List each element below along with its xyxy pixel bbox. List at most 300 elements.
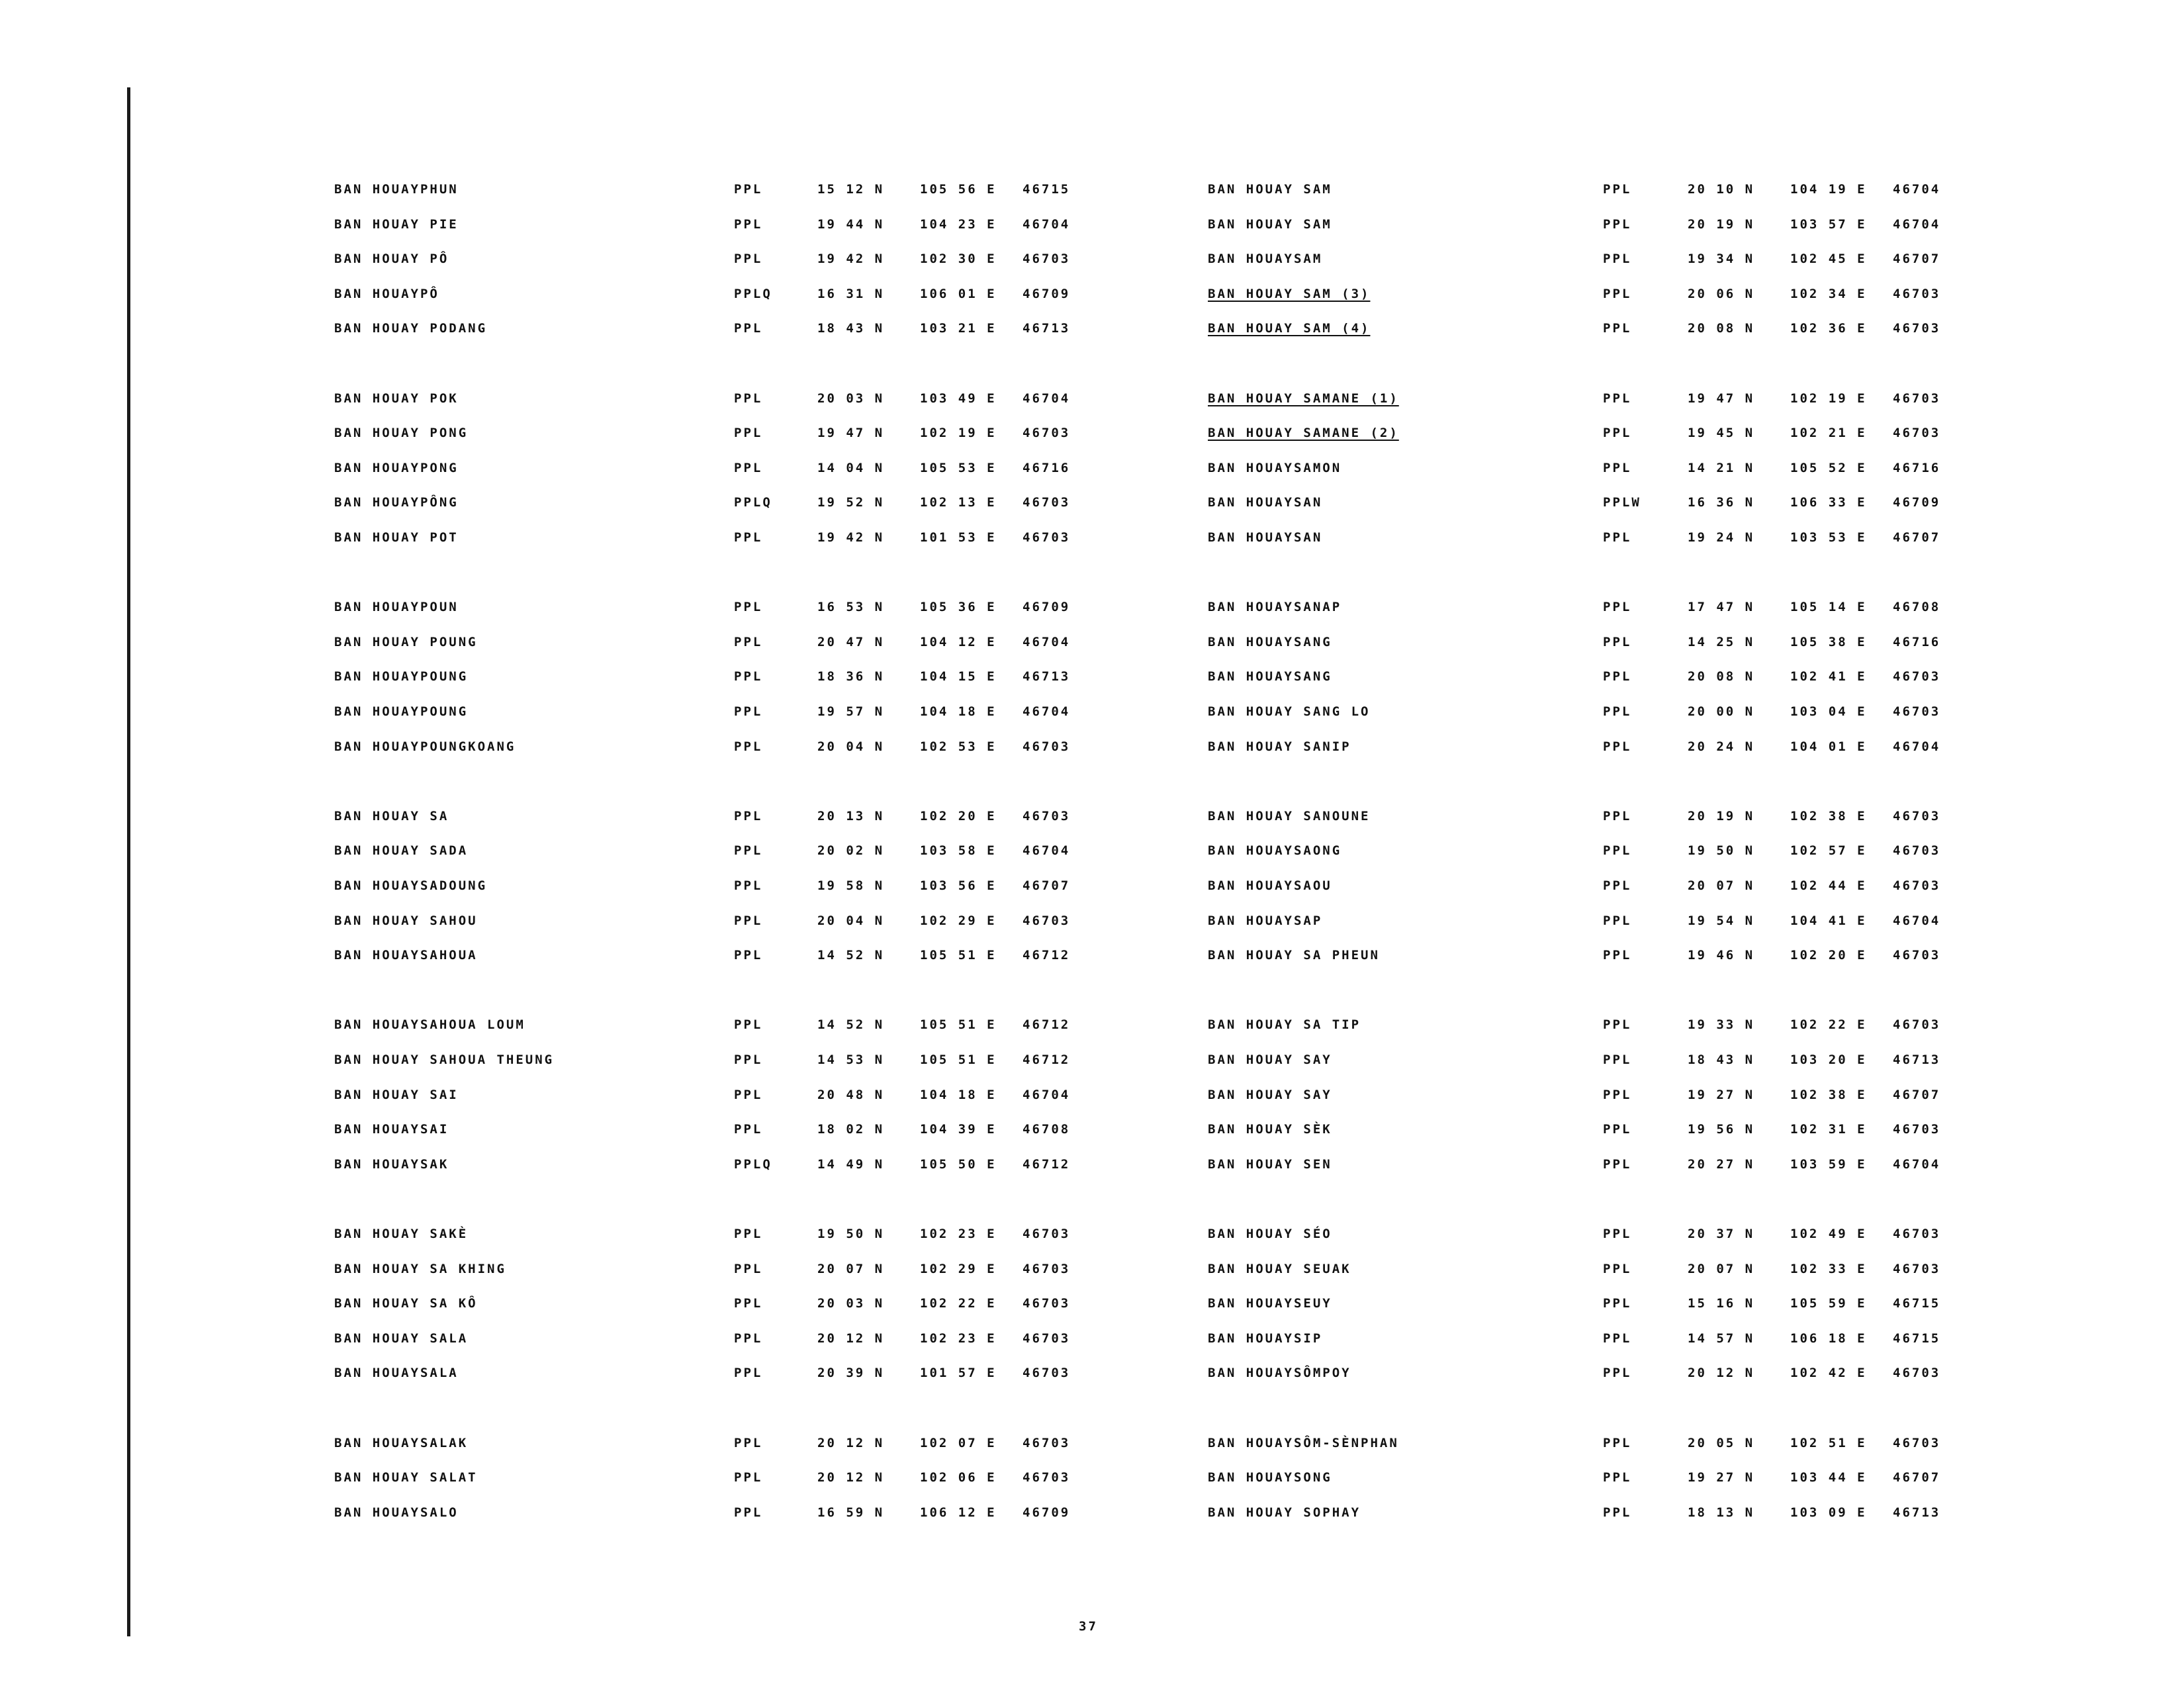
map-sheet-number: 46703 (1023, 1435, 1071, 1450)
margin-rule (127, 87, 130, 1636)
latitude: 20 07 N (1688, 878, 1755, 893)
place-name: BAN HOUAYSAHOUA (334, 948, 478, 963)
feature-designation: PPL (734, 948, 763, 963)
map-sheet-number: 46703 (1893, 426, 1941, 441)
feature-designation: PPL (734, 878, 763, 893)
place-name: BAN HOUAY SÉO (1208, 1227, 1332, 1241)
map-sheet-number: 46715 (1893, 1331, 1941, 1346)
place-name: BAN HOUAY SA TIP (1208, 1017, 1361, 1033)
latitude: 20 37 N (1688, 1227, 1755, 1241)
latitude: 20 06 N (1688, 286, 1755, 301)
place-name: BAN HOUAYSAONG (1208, 843, 1342, 859)
longitude: 103 56 E (920, 878, 997, 893)
feature-designation: PPL (1603, 1505, 1632, 1520)
longitude: 102 29 E (920, 913, 997, 928)
place-name: BAN HOUAYSAI (334, 1122, 449, 1137)
longitude: 106 01 E (920, 286, 997, 301)
feature-designation: PPL (734, 600, 763, 615)
feature-designation: PPL (1603, 1122, 1632, 1137)
place-name: BAN HOUAYSONG (1208, 1470, 1332, 1485)
map-sheet-number: 46716 (1893, 460, 1941, 475)
latitude: 19 56 N (1688, 1122, 1755, 1137)
feature-designation: PPL (1603, 913, 1632, 928)
map-sheet-number: 46709 (1023, 600, 1071, 615)
latitude: 15 16 N (1688, 1296, 1755, 1311)
feature-designation: PPL (734, 182, 763, 197)
longitude: 102 57 E (1790, 843, 1867, 859)
longitude: 104 23 E (920, 216, 997, 232)
latitude: 20 03 N (817, 1296, 885, 1311)
map-sheet-number: 46703 (1023, 1470, 1071, 1485)
feature-designation: PPL (734, 1435, 763, 1450)
longitude: 102 30 E (920, 252, 997, 267)
place-name: BAN HOUAYSAP (1208, 913, 1323, 928)
map-sheet-number: 46707 (1023, 878, 1071, 893)
latitude: 20 19 N (1688, 216, 1755, 232)
longitude: 102 21 E (1790, 426, 1867, 441)
latitude: 19 27 N (1688, 1470, 1755, 1485)
longitude: 102 13 E (920, 495, 997, 510)
latitude: 19 42 N (817, 252, 885, 267)
longitude: 104 18 E (920, 704, 997, 719)
feature-designation: PPL (734, 426, 763, 441)
longitude: 104 41 E (1790, 913, 1867, 928)
latitude: 14 53 N (817, 1053, 885, 1067)
longitude: 103 09 E (1790, 1505, 1867, 1520)
latitude: 19 34 N (1688, 252, 1755, 267)
longitude: 103 44 E (1790, 1470, 1867, 1485)
map-sheet-number: 46709 (1023, 286, 1071, 301)
map-sheet-number: 46704 (1893, 739, 1941, 754)
map-sheet-number: 46704 (1893, 1156, 1941, 1172)
map-sheet-number: 46703 (1893, 948, 1941, 963)
feature-designation: PPL (734, 216, 763, 232)
latitude: 19 46 N (1688, 948, 1755, 963)
map-sheet-number: 46709 (1023, 1505, 1071, 1520)
place-name: BAN HOUAYSIP (1208, 1331, 1323, 1346)
place-name: BAN HOUAYSADOUNG (334, 878, 488, 893)
place-name: BAN HOUAY SAM (4) (1208, 321, 1371, 336)
place-name: BAN HOUAY POK (334, 391, 459, 406)
place-name: BAN HOUAYPÔNG (334, 495, 459, 510)
longitude: 103 20 E (1790, 1053, 1867, 1067)
latitude: 20 04 N (817, 739, 885, 754)
place-name: BAN HOUAYPOUNG (334, 704, 469, 719)
latitude: 20 08 N (1688, 669, 1755, 684)
place-name: BAN HOUAY SALAT (334, 1470, 478, 1485)
map-sheet-number: 46707 (1893, 530, 1941, 545)
longitude: 105 51 E (920, 948, 997, 963)
latitude: 20 07 N (817, 1261, 885, 1276)
map-sheet-number: 46704 (1893, 913, 1941, 928)
place-name: BAN HOUAYSAHOUA LOUM (334, 1017, 525, 1033)
longitude: 103 49 E (920, 391, 997, 406)
longitude: 104 18 E (920, 1087, 997, 1102)
longitude: 106 33 E (1790, 495, 1867, 510)
longitude: 102 20 E (920, 808, 997, 823)
map-sheet-number: 46712 (1023, 1053, 1071, 1067)
longitude: 104 12 E (920, 634, 997, 649)
map-sheet-number: 46712 (1023, 1017, 1071, 1033)
longitude: 102 22 E (920, 1296, 997, 1311)
longitude: 105 59 E (1790, 1296, 1867, 1311)
feature-designation: PPLQ (734, 286, 772, 301)
feature-designation: PPLQ (734, 1156, 772, 1172)
latitude: 18 13 N (1688, 1505, 1755, 1520)
place-name: BAN HOUAYSALA (334, 1366, 459, 1381)
latitude: 19 47 N (1688, 391, 1755, 406)
longitude: 105 51 E (920, 1053, 997, 1067)
feature-designation: PPL (1603, 530, 1632, 545)
latitude: 20 04 N (817, 913, 885, 928)
latitude: 20 39 N (817, 1366, 885, 1381)
longitude: 102 38 E (1790, 808, 1867, 823)
map-sheet-number: 46703 (1893, 286, 1941, 301)
longitude: 102 20 E (1790, 948, 1867, 963)
latitude: 20 07 N (1688, 1261, 1755, 1276)
latitude: 20 00 N (1688, 704, 1755, 719)
place-name: BAN HOUAY POUNG (334, 634, 478, 649)
feature-designation: PPL (734, 1505, 763, 1520)
latitude: 16 59 N (817, 1505, 885, 1520)
feature-designation: PPL (1603, 634, 1632, 649)
longitude: 106 12 E (920, 1505, 997, 1520)
place-name: BAN HOUAY SAKÈ (334, 1227, 469, 1241)
place-name: BAN HOUAY POT (334, 530, 459, 545)
place-name: BAN HOUAYSAN (1208, 495, 1323, 510)
latitude: 20 47 N (817, 634, 885, 649)
place-name: BAN HOUAY SAMANE (1) (1208, 391, 1399, 406)
latitude: 14 25 N (1688, 634, 1755, 649)
longitude: 102 41 E (1790, 669, 1867, 684)
longitude: 101 57 E (920, 1366, 997, 1381)
feature-designation: PPL (734, 1017, 763, 1033)
longitude: 102 29 E (920, 1261, 997, 1276)
latitude: 19 58 N (817, 878, 885, 893)
place-name: BAN HOUAY SANIP (1208, 739, 1351, 754)
map-sheet-number: 46704 (1893, 216, 1941, 232)
latitude: 20 08 N (1688, 321, 1755, 336)
longitude: 102 19 E (920, 426, 997, 441)
feature-designation: PPL (1603, 843, 1632, 859)
place-name: BAN HOUAY SANG LO (1208, 704, 1371, 719)
map-sheet-number: 46703 (1023, 1261, 1071, 1276)
place-name: BAN HOUAY SOPHAY (1208, 1505, 1361, 1520)
longitude: 103 53 E (1790, 530, 1867, 545)
feature-designation: PPL (1603, 878, 1632, 893)
longitude: 102 31 E (1790, 1122, 1867, 1137)
map-sheet-number: 46703 (1893, 704, 1941, 719)
map-sheet-number: 46709 (1893, 495, 1941, 510)
place-name: BAN HOUAY SEUAK (1208, 1261, 1351, 1276)
place-name: BAN HOUAY SÈK (1208, 1122, 1332, 1137)
place-name: BAN HOUAY SAMANE (2) (1208, 426, 1399, 441)
map-sheet-number: 46703 (1023, 1296, 1071, 1311)
map-sheet-number: 46703 (1023, 530, 1071, 545)
map-sheet-number: 46713 (1893, 1505, 1941, 1520)
feature-designation: PPL (1603, 1156, 1632, 1172)
longitude: 103 57 E (1790, 216, 1867, 232)
place-name: BAN HOUAY SEN (1208, 1156, 1332, 1172)
map-sheet-number: 46703 (1023, 1366, 1071, 1381)
feature-designation: PPL (1603, 1435, 1632, 1450)
latitude: 19 44 N (817, 216, 885, 232)
longitude: 102 23 E (920, 1331, 997, 1346)
latitude: 20 13 N (817, 808, 885, 823)
longitude: 102 22 E (1790, 1017, 1867, 1033)
longitude: 103 04 E (1790, 704, 1867, 719)
longitude: 102 36 E (1790, 321, 1867, 336)
feature-designation: PPL (1603, 1087, 1632, 1102)
place-name: BAN HOUAY SAM (1208, 216, 1332, 232)
longitude: 104 15 E (920, 669, 997, 684)
latitude: 20 03 N (817, 391, 885, 406)
map-sheet-number: 46712 (1023, 948, 1071, 963)
feature-designation: PPL (734, 843, 763, 859)
map-sheet-number: 46715 (1023, 182, 1071, 197)
feature-designation: PPL (734, 1087, 763, 1102)
feature-designation: PPL (1603, 216, 1632, 232)
map-sheet-number: 46708 (1893, 600, 1941, 615)
feature-designation: PPL (734, 808, 763, 823)
latitude: 14 57 N (1688, 1331, 1755, 1346)
map-sheet-number: 46712 (1023, 1156, 1071, 1172)
feature-designation: PPL (734, 913, 763, 928)
longitude: 104 39 E (920, 1122, 997, 1137)
place-name: BAN HOUAY SAM (1208, 182, 1332, 197)
latitude: 20 12 N (1688, 1366, 1755, 1381)
map-sheet-number: 46704 (1023, 843, 1071, 859)
place-name: BAN HOUAYSÔMPOY (1208, 1366, 1351, 1381)
longitude: 103 58 E (920, 843, 997, 859)
latitude: 20 02 N (817, 843, 885, 859)
place-name: BAN HOUAYSÔM-SÈNPHAN (1208, 1435, 1399, 1450)
latitude: 20 12 N (817, 1331, 885, 1346)
place-name: BAN HOUAYSAN (1208, 530, 1323, 545)
longitude: 102 38 E (1790, 1087, 1867, 1102)
map-sheet-number: 46703 (1893, 1435, 1941, 1450)
map-sheet-number: 46703 (1893, 1017, 1941, 1033)
feature-designation: PPL (1603, 460, 1632, 475)
feature-designation: PPL (734, 252, 763, 267)
feature-designation: PPLQ (734, 495, 772, 510)
place-name: BAN HOUAY PÔ (334, 252, 449, 267)
feature-designation: PPL (734, 634, 763, 649)
longitude: 103 21 E (920, 321, 997, 336)
latitude: 19 24 N (1688, 530, 1755, 545)
longitude: 106 18 E (1790, 1331, 1867, 1346)
latitude: 19 47 N (817, 426, 885, 441)
feature-designation: PPL (1603, 704, 1632, 719)
feature-designation: PPL (1603, 1470, 1632, 1485)
place-name: BAN HOUAYSANAP (1208, 600, 1342, 615)
longitude: 102 45 E (1790, 252, 1867, 267)
place-name: BAN HOUAYPOUN (334, 600, 459, 615)
map-sheet-number: 46703 (1893, 1122, 1941, 1137)
latitude: 16 31 N (817, 286, 885, 301)
feature-designation: PPL (1603, 669, 1632, 684)
feature-designation: PPL (734, 1470, 763, 1485)
map-sheet-number: 46703 (1023, 1227, 1071, 1241)
latitude: 20 27 N (1688, 1156, 1755, 1172)
map-sheet-number: 46703 (1023, 1331, 1071, 1346)
latitude: 14 04 N (817, 460, 885, 475)
longitude: 104 01 E (1790, 739, 1867, 754)
map-sheet-number: 46703 (1893, 1366, 1941, 1381)
feature-designation: PPL (1603, 1261, 1632, 1276)
map-sheet-number: 46704 (1023, 216, 1071, 232)
place-name: BAN HOUAY PODANG (334, 321, 488, 336)
map-sheet-number: 46703 (1893, 808, 1941, 823)
feature-designation: PPL (1603, 1017, 1632, 1033)
map-sheet-number: 46703 (1893, 878, 1941, 893)
feature-designation: PPL (734, 1366, 763, 1381)
latitude: 19 50 N (1688, 843, 1755, 859)
map-sheet-number: 46716 (1023, 460, 1071, 475)
longitude: 102 23 E (920, 1227, 997, 1241)
place-name: BAN HOUAY SAY (1208, 1087, 1332, 1102)
feature-designation: PPL (734, 1227, 763, 1241)
place-name: BAN HOUAYPONG (334, 460, 459, 475)
map-sheet-number: 46703 (1893, 321, 1941, 336)
feature-designation: PPL (734, 1261, 763, 1276)
place-name: BAN HOUAYSANG (1208, 669, 1332, 684)
latitude: 14 52 N (817, 1017, 885, 1033)
map-sheet-number: 46713 (1893, 1053, 1941, 1067)
feature-designation: PPL (1603, 182, 1632, 197)
latitude: 20 12 N (817, 1470, 885, 1485)
latitude: 16 53 N (817, 600, 885, 615)
latitude: 14 21 N (1688, 460, 1755, 475)
map-sheet-number: 46703 (1023, 739, 1071, 754)
feature-designation: PPL (1603, 739, 1632, 754)
latitude: 18 36 N (817, 669, 885, 684)
latitude: 20 19 N (1688, 808, 1755, 823)
map-sheet-number: 46703 (1023, 495, 1071, 510)
place-name: BAN HOUAY PIE (334, 216, 459, 232)
longitude: 102 42 E (1790, 1366, 1867, 1381)
latitude: 19 27 N (1688, 1087, 1755, 1102)
feature-designation: PPL (734, 669, 763, 684)
map-sheet-number: 46704 (1023, 391, 1071, 406)
place-name: BAN HOUAY SAHOU (334, 913, 478, 928)
longitude: 102 51 E (1790, 1435, 1867, 1450)
longitude: 105 51 E (920, 1017, 997, 1033)
place-name: BAN HOUAYPOUNGKOANG (334, 739, 516, 754)
feature-designation: PPL (1603, 321, 1632, 336)
place-name: BAN HOUAYPHUN (334, 182, 459, 197)
place-name: BAN HOUAYSALAK (334, 1435, 469, 1450)
place-name: BAN HOUAY PONG (334, 426, 469, 441)
longitude: 102 49 E (1790, 1227, 1867, 1241)
feature-designation: PPL (1603, 1366, 1632, 1381)
map-sheet-number: 46715 (1893, 1296, 1941, 1311)
feature-designation: PPL (1603, 808, 1632, 823)
place-name: BAN HOUAYSAMON (1208, 460, 1342, 475)
latitude: 19 52 N (817, 495, 885, 510)
feature-designation: PPL (1603, 391, 1632, 406)
latitude: 19 54 N (1688, 913, 1755, 928)
feature-designation: PPL (734, 460, 763, 475)
place-name: BAN HOUAY SA (334, 808, 449, 823)
feature-designation: PPL (1603, 1296, 1632, 1311)
place-name: BAN HOUAY SAY (1208, 1053, 1332, 1067)
place-name: BAN HOUAY SA KHING (334, 1261, 506, 1276)
map-sheet-number: 46713 (1023, 669, 1071, 684)
feature-designation: PPLW (1603, 495, 1641, 510)
place-name: BAN HOUAY SA KÔ (334, 1296, 478, 1311)
feature-designation: PPL (734, 1296, 763, 1311)
map-sheet-number: 46703 (1893, 1227, 1941, 1241)
latitude: 20 48 N (817, 1087, 885, 1102)
map-sheet-number: 46703 (1893, 669, 1941, 684)
map-sheet-number: 46704 (1023, 704, 1071, 719)
place-name: BAN HOUAY SALA (334, 1331, 469, 1346)
longitude: 105 38 E (1790, 634, 1867, 649)
longitude: 103 59 E (1790, 1156, 1867, 1172)
map-sheet-number: 46703 (1893, 1261, 1941, 1276)
place-name: BAN HOUAY SAHOUA THEUNG (334, 1053, 555, 1067)
longitude: 105 14 E (1790, 600, 1867, 615)
latitude: 17 47 N (1688, 600, 1755, 615)
longitude: 105 52 E (1790, 460, 1867, 475)
longitude: 105 36 E (920, 600, 997, 615)
latitude: 20 10 N (1688, 182, 1755, 197)
map-sheet-number: 46703 (1023, 913, 1071, 928)
longitude: 101 53 E (920, 530, 997, 545)
map-sheet-number: 46703 (1023, 808, 1071, 823)
place-name: BAN HOUAYPOUNG (334, 669, 469, 684)
place-name: BAN HOUAYSEUY (1208, 1296, 1332, 1311)
feature-designation: PPL (734, 739, 763, 754)
map-sheet-number: 46704 (1893, 182, 1941, 197)
map-sheet-number: 46707 (1893, 1087, 1941, 1102)
longitude: 105 56 E (920, 182, 997, 197)
map-sheet-number: 46713 (1023, 321, 1071, 336)
place-name: BAN HOUAYSALO (334, 1505, 459, 1520)
longitude: 102 19 E (1790, 391, 1867, 406)
longitude: 102 44 E (1790, 878, 1867, 893)
place-name: BAN HOUAYSAK (334, 1156, 449, 1172)
place-name: BAN HOUAY SAI (334, 1087, 459, 1102)
longitude: 102 34 E (1790, 286, 1867, 301)
longitude: 102 06 E (920, 1470, 997, 1485)
place-name: BAN HOUAYSAM (1208, 252, 1323, 267)
feature-designation: PPL (1603, 252, 1632, 267)
place-name: BAN HOUAY SANOUNE (1208, 808, 1371, 823)
latitude: 19 42 N (817, 530, 885, 545)
place-name: BAN HOUAY SAM (3) (1208, 286, 1371, 301)
latitude: 18 02 N (817, 1122, 885, 1137)
latitude: 20 05 N (1688, 1435, 1755, 1450)
latitude: 20 12 N (817, 1435, 885, 1450)
feature-designation: PPL (734, 391, 763, 406)
latitude: 18 43 N (817, 321, 885, 336)
latitude: 15 12 N (817, 182, 885, 197)
feature-designation: PPL (1603, 1053, 1632, 1067)
feature-designation: PPL (1603, 1331, 1632, 1346)
feature-designation: PPL (1603, 1227, 1632, 1241)
feature-designation: PPL (1603, 426, 1632, 441)
map-sheet-number: 46707 (1893, 1470, 1941, 1485)
feature-designation: PPL (734, 1053, 763, 1067)
feature-designation: PPL (1603, 600, 1632, 615)
feature-designation: PPL (734, 530, 763, 545)
latitude: 19 45 N (1688, 426, 1755, 441)
latitude: 18 43 N (1688, 1053, 1755, 1067)
longitude: 104 19 E (1790, 182, 1867, 197)
latitude: 14 52 N (817, 948, 885, 963)
